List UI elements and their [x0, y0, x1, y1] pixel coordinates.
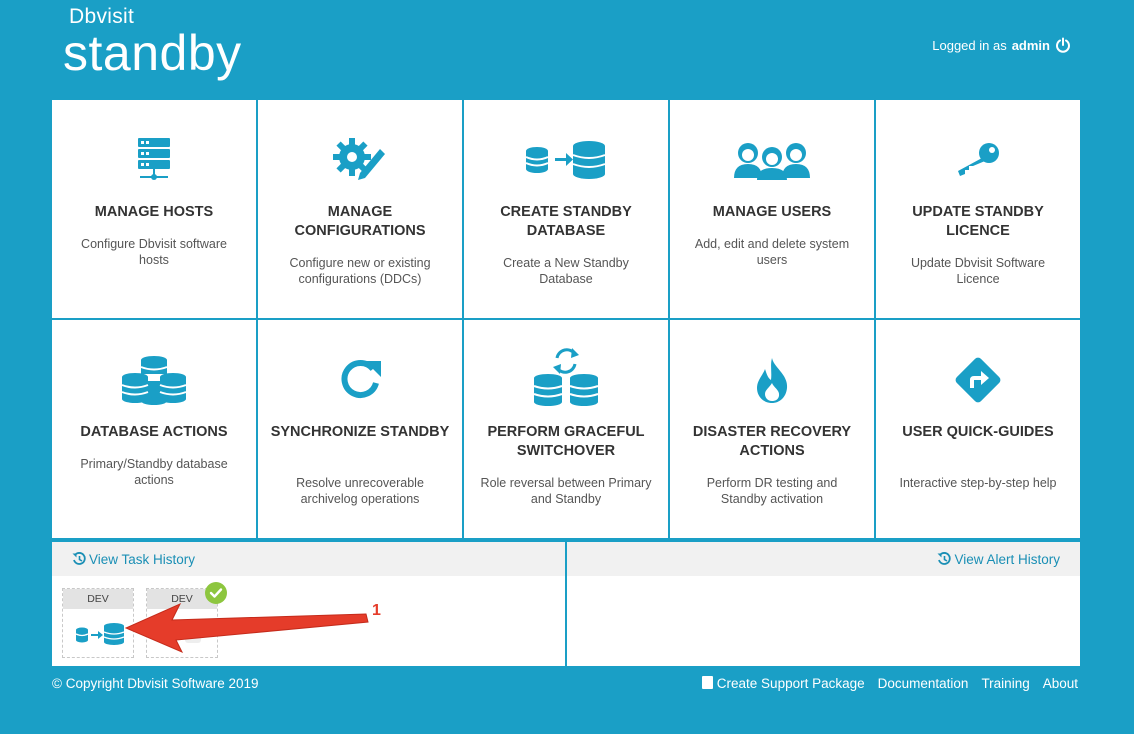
footer-links [702, 676, 1078, 691]
alert-history-header [567, 542, 1080, 576]
database-arrow-icon [525, 139, 607, 181]
tile-title: DATABASE ACTIONS [80, 424, 228, 440]
tile-title: MANAGE CONFIGURATIONS [294, 204, 426, 239]
tile-create-standby-database[interactable] [464, 100, 668, 318]
direction-icon [952, 354, 1004, 406]
tile-disaster-recovery-actions[interactable] [670, 320, 874, 538]
tile-description: Add, edit and delete system users [694, 237, 850, 267]
task-label: DEV [63, 589, 133, 609]
tile-description: Create a New Standby Database [503, 256, 629, 286]
tile-description: Configure Dbvisit software hosts [81, 237, 227, 267]
create-support-package-label: Create Support Package [716, 676, 865, 691]
server-icon [136, 137, 172, 183]
tile-description: Resolve unrecoverable archivelog operations [296, 476, 424, 506]
create-support-package-link[interactable] [702, 676, 865, 691]
tile-synchronize-standby[interactable] [258, 320, 462, 538]
logo-product: standby [63, 25, 242, 81]
logo [63, 4, 242, 81]
databases-icon [121, 355, 187, 405]
tile-title: PERFORM GRACEFUL SWITCHOVER [487, 424, 645, 459]
about-link[interactable]: About [1042, 676, 1078, 691]
tile-description: Interactive step-by-step help [899, 476, 1057, 490]
history-icon [72, 552, 86, 566]
annotation-number: 1 [372, 602, 381, 619]
alert-history-panel [567, 542, 1080, 666]
users-icon [732, 140, 812, 180]
tile-description: Primary/Standby database actions [80, 457, 228, 487]
username: admin [1011, 37, 1050, 53]
tile-title: CREATE STANDBY DATABASE [500, 204, 632, 239]
tile-user-quick-guides[interactable] [876, 320, 1080, 538]
task-history-header [52, 542, 565, 576]
switchover-icon [533, 346, 599, 408]
view-task-history-link[interactable]: View Task History [89, 551, 196, 567]
tile-title: MANAGE USERS [712, 204, 832, 220]
gear-pencil-icon [332, 137, 388, 183]
history-icon [937, 552, 951, 566]
fire-icon [754, 356, 790, 404]
tile-description: Update Dbvisit Software Licence [910, 256, 1046, 286]
tile-manage-users[interactable] [670, 100, 874, 318]
tile-title: SYNCHRONIZE STANDBY [270, 424, 450, 440]
tile-title: MANAGE HOSTS [94, 204, 214, 220]
create-standby-icon [75, 621, 125, 647]
book-icon [702, 676, 713, 689]
tile-manage-hosts[interactable] [52, 100, 256, 318]
key-icon [955, 142, 1001, 178]
documentation-link[interactable]: Documentation [877, 676, 969, 691]
tile-description: Perform DR testing and Standby activation [706, 476, 838, 506]
tile-update-standby-licence[interactable] [876, 100, 1080, 318]
task-label: DEV [147, 589, 217, 609]
tile-title: DISASTER RECOVERY ACTIONS [692, 424, 852, 459]
tile-perform-graceful-switchover[interactable] [464, 320, 668, 538]
tile-title: UPDATE STANDBY LICENCE [912, 204, 1044, 239]
logged-in-label: Logged in as [932, 37, 1007, 53]
tile-database-actions[interactable] [52, 320, 256, 538]
user-status [932, 37, 1071, 53]
tile-manage-configurations[interactable] [258, 100, 462, 318]
training-link[interactable]: Training [981, 676, 1030, 691]
refresh-icon [337, 357, 383, 403]
power-icon[interactable] [1055, 37, 1071, 53]
copyright: © Copyright Dbvisit Software 2019 [52, 676, 259, 691]
tile-description: Configure new or existing configurations (DDCs) [289, 256, 431, 286]
logo-brand: Dbvisit [69, 5, 135, 28]
tile-description: Role reversal between Primary and Standby [480, 476, 652, 506]
view-alert-history-link[interactable]: View Alert History [954, 551, 1060, 567]
action-grid [52, 100, 1080, 538]
tile-title: USER QUICK-GUIDES [902, 424, 1054, 440]
annotation-arrow [120, 598, 370, 654]
